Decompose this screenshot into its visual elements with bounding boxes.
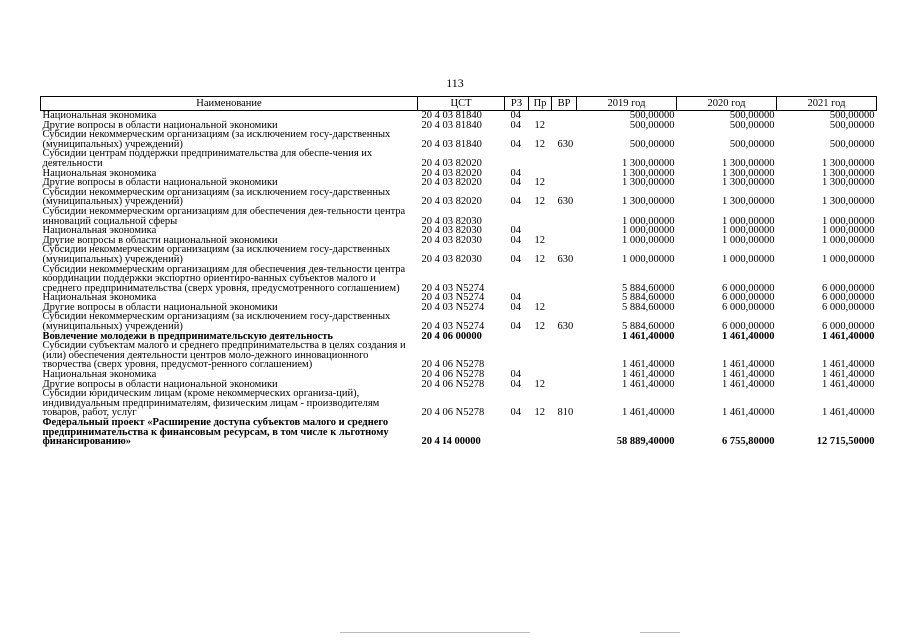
cell-cst: 20 4 03 82020 [421,157,482,169]
cell-2020: 1 461,40000 [722,359,775,371]
cell-2020: 1 300,00000 [722,167,775,179]
cell-2020: 6 000,00000 [722,282,775,294]
table-row [41,149,877,168]
cell-rz [505,149,529,168]
cell-name: Другие вопросы в области национальной экономики [42,234,278,246]
table-row [41,312,877,331]
cell-rz: 04 [510,234,521,246]
scan-artifact-line-right [640,632,680,633]
cell-vr [552,226,577,236]
budget-table [40,96,877,447]
cell-name: Национальная экономика [42,225,157,237]
cell-2019: 500,00000 [629,110,675,121]
cell-pr: 12 [534,138,545,150]
cell-2020: 500,00000 [729,110,775,121]
cell-2019: 500,00000 [629,119,675,131]
cell-rz: 04 [510,321,521,333]
cell-cst: 20 4 03 82030 [421,225,482,237]
cell-pr [529,207,552,226]
cell-2021: 1 300,00000 [822,167,875,179]
cell-2020: 1 300,00000 [722,157,775,169]
cell-vr [552,265,577,294]
cell-2021: 1 300,00000 [822,157,875,169]
cell-name: Национальная экономика [42,369,157,381]
cell-vr [552,149,577,168]
cell-vr [552,111,577,121]
cell-2020: 500,00000 [729,119,775,131]
cell-name: Субсидии юридическим лицам (кроме некоммерческих организа-ций), индивидуальным предпринимателям, физическим лицам - производителям товаров, работ, услуг [42,388,380,419]
cell-cst: 20 4 06 N5278 [421,369,485,381]
cell-name: Субсидии некоммерческим организациям (за исключением госу-дарственных (муниципальных) учреждений) [42,186,391,208]
cell-2021: 1 461,40000 [822,330,875,342]
cell-pr: 12 [534,253,545,265]
cell-2021: 1 000,00000 [822,253,875,265]
table-header-row [41,97,877,111]
header-name: Наименование [41,97,418,111]
cell-name: Другие вопросы в области национальной экономики [42,119,278,131]
cell-vr [552,418,577,447]
cell-2019: 5 884,60000 [622,292,675,304]
cell-2020: 1 000,00000 [722,225,775,237]
cell-2021: 1 461,40000 [822,369,875,381]
cell-pr: 12 [534,407,545,419]
cell-cst: 20 4 03 N5274 [421,321,485,333]
table-row [41,130,877,149]
cell-cst: 20 4 03 82030 [421,215,482,227]
cell-2021: 6 000,00000 [822,301,875,313]
header-2019: 2019 год [577,97,677,111]
cell-2021: 1 000,00000 [822,215,875,227]
table-row [41,207,877,226]
cell-rz: 04 [510,225,521,237]
cell-2020: 1 000,00000 [722,234,775,246]
cell-2021: 1 300,00000 [822,196,875,208]
cell-rz: 04 [510,196,521,208]
cell-rz: 04 [510,378,521,390]
cell-vr: 810 [557,407,574,419]
cell-2019: 1 300,00000 [622,177,675,189]
cell-pr: 12 [534,196,545,208]
cell-cst: 20 4 03 81840 [421,110,482,121]
cell-2020: 1 000,00000 [722,253,775,265]
cell-2019: 1 461,40000 [622,369,675,381]
cell-pr: 12 [534,378,545,390]
cell-pr [529,149,552,168]
cell-vr [552,332,577,342]
cell-2021: 6 000,00000 [822,292,875,304]
cell-cst: 20 4 03 N5274 [421,301,485,313]
cell-name: Субсидии некоммерческим организациям (за исключением госу-дарственных (муниципальных) учреждений) [42,311,391,333]
cell-2021: 1 461,40000 [822,359,875,371]
header-vr: ВР [552,97,577,111]
cell-2020: 1 461,40000 [722,330,775,342]
header-pr: Пр [529,97,552,111]
cell-2020: 1 000,00000 [722,215,775,227]
cell-cst: 20 4 03 81840 [421,138,482,150]
cell-2020: 500,00000 [729,138,775,150]
cell-name: Федеральный проект «Расширение доступа субъектов малого и среднего предпринимательства к финансовым ресурсам, в том числе к льготному финансированию» [42,417,389,448]
cell-vr [552,207,577,226]
cell-vr: 630 [557,138,574,150]
cell-rz: 04 [510,253,521,265]
cell-rz: 04 [510,138,521,150]
cell-2020: 6 000,00000 [722,301,775,313]
header-rz: РЗ [505,97,529,111]
cell-2021: 6 000,00000 [822,321,875,333]
cell-rz: 04 [510,407,521,419]
cell-vr [552,169,577,179]
cell-name: Другие вопросы в области национальной экономики [42,177,278,189]
cell-rz: 04 [510,110,521,121]
cell-cst: 20 4 03 82020 [421,177,482,189]
cell-2021: 1 000,00000 [822,225,875,237]
cell-2021: 1 000,00000 [822,234,875,246]
page-number: 113 [446,76,464,90]
cell-2019: 1 461,40000 [622,407,675,419]
cell-2020: 6 755,80000 [722,436,775,448]
cell-vr [552,370,577,380]
cell-vr [552,236,577,246]
table-row [41,265,877,294]
cell-2019: 5 884,60000 [622,301,675,313]
cell-vr: 630 [557,253,574,265]
scan-artifact-line [340,632,530,633]
cell-name: Субсидии некоммерческим организациям для обеспечения дея-тельности центра инноваций социальной сферы [42,205,406,227]
cell-pr [529,341,552,370]
cell-rz: 04 [510,369,521,381]
cell-2019: 1 000,00000 [622,215,675,227]
table-row [41,341,877,370]
cell-2020: 1 461,40000 [722,378,775,390]
cell-name: Другие вопросы в области национальной экономики [42,378,278,390]
cell-name: Субсидии центрам поддержки предпринимательства для обеспе-чения их деятельности [42,148,373,169]
cell-cst: 20 4 06 00000 [421,330,482,342]
cell-cst: 20 4 I4 00000 [421,436,481,448]
cell-2021: 500,00000 [829,110,875,121]
cell-rz: 04 [510,177,521,189]
cell-name: Субсидии некоммерческим организациям для обеспечения дея-тельности центра координации поддержки экспортно ориентиро-ванных субъектов малого и среднего предпринимательства (сверх уровня, предусмотренного соглашением) [42,263,406,294]
cell-vr [552,303,577,313]
cell-name: Национальная экономика [42,110,157,121]
cell-cst: 20 4 03 82020 [421,196,482,208]
cell-cst: 20 4 06 N5278 [421,407,485,419]
cell-2019: 1 300,00000 [622,196,675,208]
cell-pr: 12 [534,301,545,313]
cell-2019: 1 461,40000 [622,330,675,342]
cell-cst: 20 4 06 N5278 [421,359,485,371]
table-row [41,245,877,264]
cell-2020: 1 461,40000 [722,407,775,419]
cell-cst: 20 4 06 N5278 [421,378,485,390]
cell-name: Субсидии некоммерческим организациям (за исключением госу-дарственных (муниципальных) учреждений) [42,244,391,265]
cell-vr [552,380,577,390]
cell-2021: 1 461,40000 [822,378,875,390]
cell-rz: 04 [510,167,521,179]
cell-pr: 12 [534,177,545,189]
cell-rz [505,265,529,294]
cell-2021: 500,00000 [829,138,875,150]
cell-vr [552,178,577,188]
cell-2020: 1 461,40000 [722,369,775,381]
cell-name: Другие вопросы в области национальной экономики [42,301,278,313]
cell-2020: 1 300,00000 [722,196,775,208]
cell-pr: 12 [534,119,545,131]
cell-2019: 1 461,40000 [622,359,675,371]
cell-vr: 630 [557,321,574,333]
table-row [41,418,877,447]
header-cst: ЦСТ [418,97,505,111]
cell-rz [505,332,529,342]
cell-2019: 500,00000 [629,138,675,150]
cell-rz: 04 [510,119,521,131]
cell-cst: 20 4 03 82030 [421,253,482,265]
cell-2020: 6 000,00000 [722,292,775,304]
cell-2021: 1 300,00000 [822,177,875,189]
cell-2020: 1 300,00000 [722,177,775,189]
cell-2019: 58 889,40000 [616,436,675,448]
cell-2019: 1 000,00000 [622,225,675,237]
cell-name: Вовлечение молодежи в предпринимательскую деятельность [42,330,333,342]
cell-pr [529,418,552,447]
cell-2019: 5 884,60000 [622,321,675,333]
cell-name: Национальная экономика [42,292,157,304]
cell-cst: 20 4 03 N5274 [421,292,485,304]
cell-rz: 04 [510,292,521,304]
header-2021: 2021 год [777,97,877,111]
cell-pr: 12 [534,321,545,333]
cell-2020: 6 000,00000 [722,321,775,333]
cell-rz: 04 [510,301,521,313]
table-row [41,188,877,207]
cell-name: Национальная экономика [42,167,157,179]
cell-rz [505,418,529,447]
cell-pr [529,265,552,294]
cell-2019: 1 300,00000 [622,157,675,169]
cell-name: Субсидии некоммерческим организациям (за исключением госу-дарственных (муниципальных) учреждений) [42,129,391,150]
cell-2021: 500,00000 [829,119,875,131]
cell-cst: 20 4 03 81840 [421,119,482,131]
cell-2019: 1 461,40000 [622,378,675,390]
cell-2021: 1 461,40000 [822,407,875,419]
cell-vr: 630 [557,196,574,208]
table-row [41,389,877,418]
cell-pr [529,332,552,342]
table-body [41,111,877,447]
cell-vr [552,121,577,131]
cell-vr [552,341,577,370]
cell-2021: 6 000,00000 [822,282,875,294]
cell-2021: 12 715,50000 [816,436,875,448]
cell-pr: 12 [534,234,545,246]
cell-2019: 5 884,60000 [622,282,675,294]
cell-2019: 1 000,00000 [622,253,675,265]
cell-rz [505,341,529,370]
cell-cst: 20 4 03 N5274 [421,282,485,294]
cell-vr [552,293,577,303]
cell-2019: 1 000,00000 [622,234,675,246]
cell-cst: 20 4 03 82020 [421,167,482,179]
cell-rz [505,207,529,226]
cell-cst: 20 4 03 82030 [421,234,482,246]
cell-2019: 1 300,00000 [622,167,675,179]
cell-name: Субсидии субъектам малого и среднего предпринимательства в целях создания и (или) обеспечения деятельности центров моло-дежного инновационного творчества (сверх уровня, предусмот-ренного соглашением) [42,340,406,371]
header-2020: 2020 год [677,97,777,111]
